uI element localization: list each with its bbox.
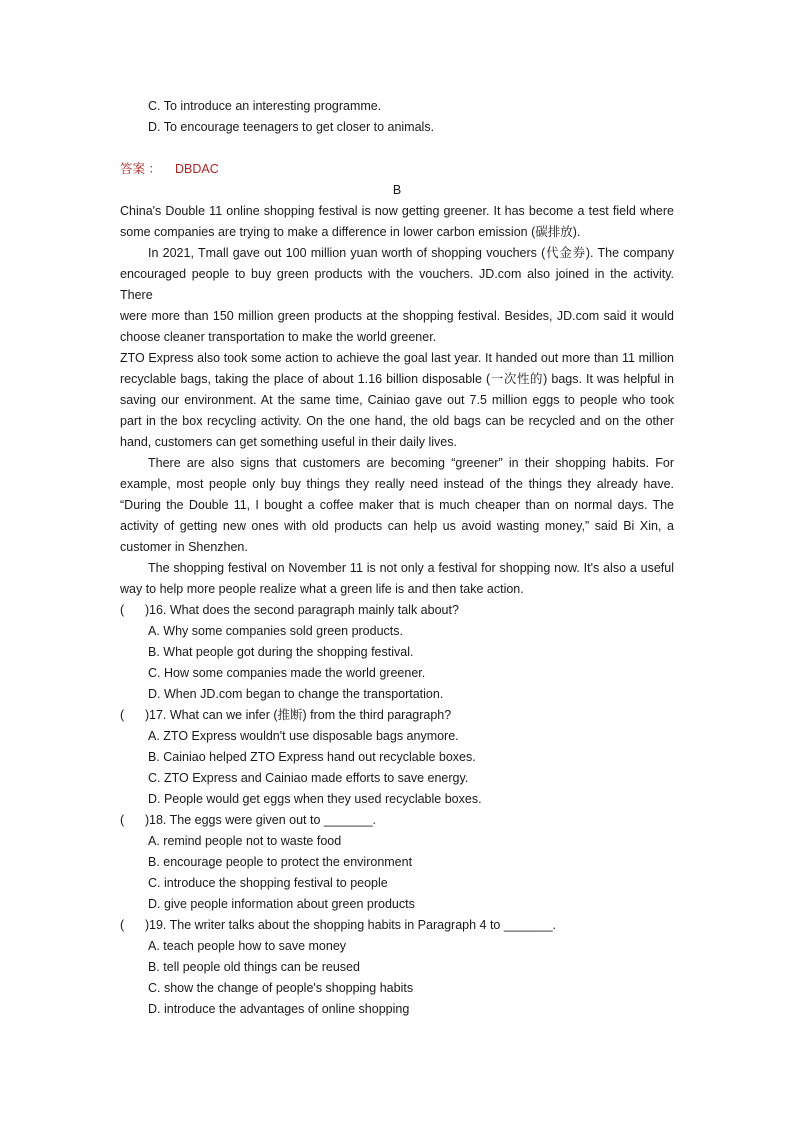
section-label: B — [392, 183, 402, 197]
option-d: D. introduce the advantages of online shopping — [148, 1002, 410, 1016]
question-19 — [120, 915, 674, 936]
question-stem: 18. The eggs were given out to _______. — [149, 813, 377, 827]
document-page — [120, 96, 674, 1020]
option-a: A. Why some companies sold green products. — [148, 624, 403, 638]
question-stem: 16. What does the second paragraph mainly talk about? — [149, 603, 459, 617]
question-17 — [120, 705, 674, 726]
answer-blank-open: ( — [120, 708, 125, 722]
question-stem: 19. The writer talks about the shopping habits in Paragraph 4 to _______. — [149, 918, 556, 932]
option-a: A. teach people how to save money — [148, 939, 347, 953]
option-d: D. When JD.com began to change the transportation. — [148, 687, 444, 701]
answer-blank-close: ) — [145, 813, 150, 827]
option-c: C. show the change of people's shopping habits — [148, 981, 414, 995]
paragraph-3: ZTO Express also took some action to achieve the goal last year. It handed out more than 11 million recyclable bags, taking the place of about 1.16 billion disposable (一次性的) bags. It was helpful in saving our environment. At the same time, Cainiao gave out 7.5 million eggs to people who took part in the box recycling activity. On the one hand, the old bags can be recycled and on the other hand, customers can get something useful in their daily lives. — [120, 351, 674, 449]
option-a: A. ZTO Express wouldn't use disposable bags anymore. — [148, 729, 459, 743]
option-b: B. encourage people to protect the environment — [148, 855, 413, 869]
option-c: C. How some companies made the world greener. — [148, 666, 426, 680]
answer-blank-close: ) — [145, 918, 150, 932]
question-16 — [120, 600, 674, 621]
answer-blank-open: ( — [120, 813, 125, 827]
paragraph-2: In 2021, Tmall gave out 100 million yuan worth of shopping vouchers (代金券). The company encouraged people to buy green products with the vouchers. JD.com also joined in the activity. There — [120, 246, 674, 302]
option-c: C. introduce the shopping festival to people — [148, 876, 388, 890]
answer-label: 答案 ： — [120, 162, 161, 176]
answer-blank-open: ( — [120, 603, 125, 617]
top-option-c: C. To introduce an interesting programme. — [148, 99, 382, 113]
option-b: B. What people got during the shopping festival. — [148, 645, 414, 659]
paragraph-1: China's Double 11 online shopping festival is now getting greener. It has become a test field where some companies are trying to make a difference in lower carbon emission (碳排放). — [120, 204, 674, 239]
answer-blank-open: ( — [120, 918, 125, 932]
option-c: C. ZTO Express and Cainiao made efforts to save energy. — [148, 771, 469, 785]
top-option-d: D. To encourage teenagers to get closer to animals. — [148, 120, 435, 134]
answer-value: DBDAC — [174, 162, 219, 176]
question-18 — [120, 810, 674, 831]
option-d: D. give people information about green products — [148, 897, 415, 911]
option-d: D. People would get eggs when they used recyclable boxes. — [148, 792, 482, 806]
question-stem: 17. What can we infer (推断) from the third paragraph? — [149, 708, 452, 722]
paragraph-5: The shopping festival on November 11 is not only a festival for shopping now. It's also a useful way to help more people realize what a green life is and then take action. — [120, 561, 674, 596]
answer-line — [120, 159, 674, 180]
option-a: A. remind people not to waste food — [148, 834, 342, 848]
option-b: B. tell people old things can be reused — [148, 960, 360, 974]
option-b: B. Cainiao helped ZTO Express hand out recyclable boxes. — [148, 750, 476, 764]
answer-blank-close: ) — [145, 708, 150, 722]
answer-blank-close: ) — [145, 603, 150, 617]
paragraph-4: There are also signs that customers are becoming “greener” in their shopping habits. For example, most people only buy things they really need instead of the things they already have. “During the Double 11, I bought a coffee maker that is much cheaper than on normal days. The activity of getting new ones with old products can help us avoid wasting money,” said Bi Xin, a customer in Shenzhen. — [120, 456, 674, 554]
paragraph-2-continued: were more than 150 million green products at the shopping festival. Besides, JD.com said it would choose cleaner transportation to make the world greener. — [120, 309, 674, 344]
